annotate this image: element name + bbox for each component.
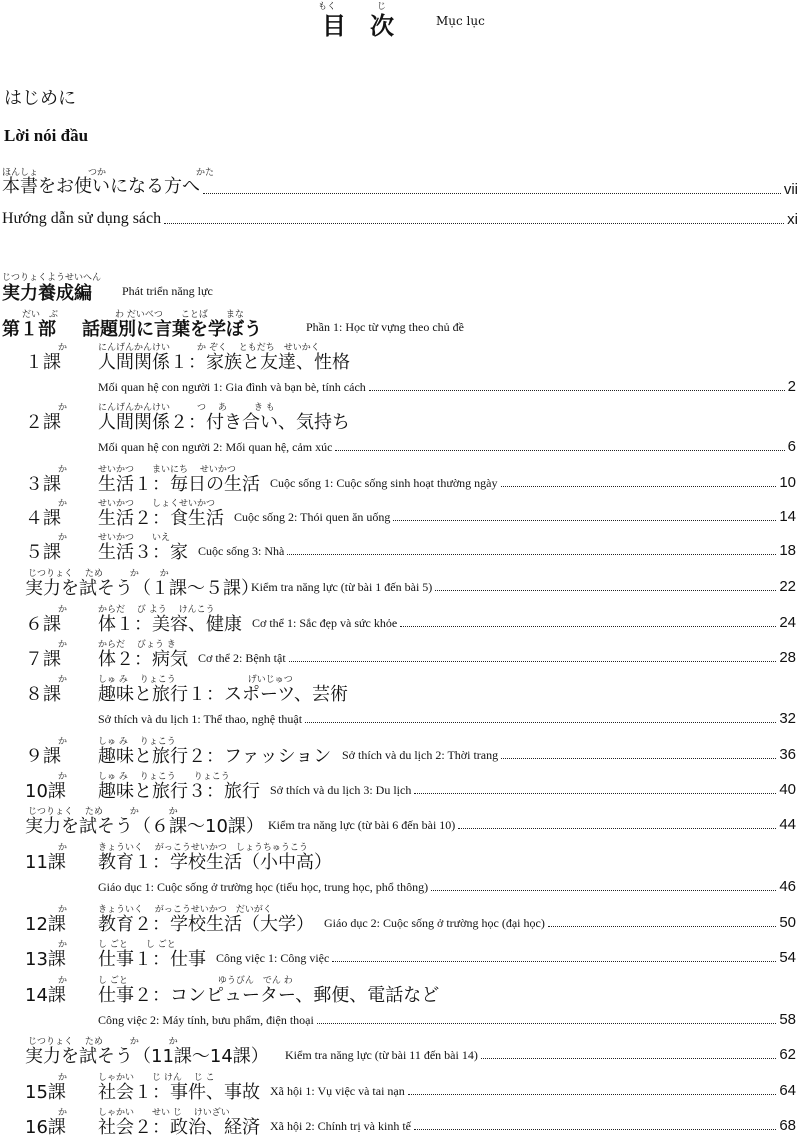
lesson-title-vi: Xã hội 2: Chính trị và kinh tế (270, 1119, 411, 1133)
guide-furigana-2: つか (88, 168, 107, 178)
toc-entry-lesson[interactable] (324, 914, 796, 931)
leader-dots (164, 222, 784, 224)
lesson-title-vi: Cuộc sống 2: Thói quen ăn uống (234, 510, 391, 524)
lesson-title-furigana: からだ び よう けんこう (98, 605, 215, 615)
toc-entry-lesson[interactable] (98, 438, 796, 455)
lesson-title-furigana: にんげんかんけい か ぞく ともだち せいかく (98, 343, 320, 353)
lesson-title-vi: Mối quan hệ con người 1: Gia đình và bạn bè, tính cách (98, 380, 366, 394)
lesson-title-vi: Cuộc sống 1: Cuộc sống sinh hoạt thường ngày (270, 476, 498, 490)
lesson-number-furigana: か (58, 343, 68, 353)
page-number: 50 (779, 914, 796, 931)
toc-entry-label: 本書をお使いになる方へ (2, 176, 200, 197)
lesson-title-furigana: しゃかい じ けん じ こ (98, 1073, 215, 1083)
lesson-title: 生活１：毎日の生活 (98, 474, 260, 495)
lesson-title-vi: Cơ thể 2: Bệnh tật (198, 651, 286, 665)
lesson-number: ６課 (25, 614, 61, 635)
lesson-number-furigana: か (58, 605, 68, 615)
lesson-title-vi: Mối quan hệ con người 2: Mối quan hệ, cảm xúc (98, 440, 333, 454)
lesson-title: 趣味と旅行２：ファッション (98, 746, 332, 767)
lesson-number: ２課 (25, 412, 61, 433)
lesson-title-furigana: にんげんかんけい つ あ き も (98, 403, 275, 413)
toc-entry-lesson[interactable] (270, 781, 796, 798)
lesson-number: 16課 (25, 1117, 66, 1138)
lesson-number-furigana: じつりょく ため か か (28, 807, 178, 817)
lesson-title: 人間関係２：付き合い、気持ち (98, 412, 350, 433)
review-test-title: 実力を試そう（６課〜10課） (25, 816, 264, 837)
lesson-number-furigana: か (58, 640, 68, 650)
page-number: 44 (779, 816, 796, 833)
page-number: 62 (779, 1046, 796, 1063)
leader-dots (408, 1093, 777, 1095)
leader-dots (332, 960, 776, 962)
leader-dots (501, 757, 776, 759)
leader-dots (289, 660, 777, 662)
page-number: 58 (779, 1011, 796, 1028)
lesson-title: 仕事２：コンピューター、郵便、電話など (98, 985, 440, 1006)
toc-entry-lesson[interactable] (285, 1046, 796, 1063)
leader-dots (393, 519, 776, 521)
page-number: 32 (779, 710, 796, 727)
lesson-title-furigana: し ごと し ごと (98, 940, 176, 950)
lesson-title-furigana: せいかつ しょくせいかつ (98, 499, 216, 509)
toc-entry-lesson[interactable] (198, 542, 796, 559)
lesson-number: ９課 (25, 746, 61, 767)
lesson-title-furigana: からだ びょう き (98, 640, 176, 650)
page-number: vii (783, 181, 798, 198)
section-title-vi: Phát triển năng lực (122, 284, 213, 298)
lesson-title: 教育１：学校生活（小中高） (98, 852, 332, 873)
lesson-number-furigana: か (58, 940, 68, 950)
leader-dots (435, 589, 776, 591)
leader-dots (501, 485, 777, 487)
lesson-title-vi: Sở thích và du lịch 2: Thời trang (342, 748, 499, 762)
page-number: 14 (779, 508, 796, 525)
leader-dots (335, 449, 784, 451)
lesson-number-furigana: じつりょく ため か か (28, 1037, 178, 1047)
section-title: 実力養成編 (2, 283, 92, 304)
part-title: 話題別に言葉を学ぼう (82, 319, 262, 340)
lesson-number: ５課 (25, 542, 61, 563)
lesson-title-furigana: しゃかい せい じ けいざい (98, 1108, 230, 1118)
lesson-number-furigana: か (58, 403, 68, 413)
lesson-title: 体２：病気 (98, 649, 188, 670)
lesson-title-vi: Xã hội 1: Vụ việc và tai nạn (270, 1084, 405, 1098)
lesson-number: 13課 (25, 949, 66, 970)
part-title-vi: Phần 1: Học từ vựng theo chủ đề (306, 320, 464, 334)
lesson-number-furigana: か (58, 1108, 68, 1118)
lesson-number: ４課 (25, 508, 61, 529)
toc-entry-lesson[interactable] (270, 1082, 796, 1099)
lesson-title: 仕事１：仕事 (98, 949, 206, 970)
lesson-number-furigana: か (58, 465, 68, 475)
leader-dots (481, 1057, 776, 1059)
lesson-number-furigana: か (58, 533, 68, 543)
lesson-title-vi: Sở thích và du lịch 3: Du lịch (270, 783, 412, 797)
lesson-number: １課 (25, 352, 61, 373)
lesson-number: 10課 (25, 781, 66, 802)
page-number: 22 (779, 578, 796, 595)
lesson-number-furigana: か (58, 675, 68, 685)
lesson-title-vi: Kiểm tra năng lực (từ bài 11 đến bài 14) (285, 1048, 478, 1062)
page-number: 46 (779, 878, 796, 895)
page-number: 18 (779, 542, 796, 559)
lesson-title-furigana: しゅ み りょこう りょこう (98, 772, 230, 782)
page-number: 54 (779, 949, 796, 966)
leader-dots (317, 1022, 777, 1024)
lesson-number-furigana: じつりょく ため か か (28, 569, 169, 579)
leader-dots (400, 625, 776, 627)
page-number: xi (787, 211, 798, 228)
toc-entry-guide-jp[interactable] (2, 172, 798, 198)
lesson-number-furigana: か (58, 499, 68, 509)
page-number: 28 (779, 649, 796, 666)
guide-furigana-3: かた (196, 168, 215, 178)
leader-dots (548, 925, 776, 927)
lesson-title-furigana: しゅ み りょこう (98, 737, 176, 747)
loi-noi-dau-heading: Lời nói đầu (4, 126, 89, 145)
review-test-title: 実力を試そう（１課〜５課） (25, 578, 259, 599)
lesson-number-furigana: か (58, 905, 68, 915)
leader-dots (203, 192, 781, 194)
toc-entry-lesson[interactable] (198, 649, 796, 666)
toc-entry-lesson[interactable] (216, 949, 796, 966)
lesson-title-furigana: せいかつ まいにち せいかつ (98, 465, 236, 475)
lesson-number-furigana: か (58, 1073, 68, 1083)
lesson-number: 11課 (25, 852, 66, 873)
page-title: 目 次 (322, 12, 394, 40)
guide-furigana-1: ほんしょ (2, 168, 39, 178)
lesson-number: 14課 (25, 985, 66, 1006)
toc-entry-lesson[interactable] (252, 614, 796, 631)
toc-entry-lesson[interactable] (270, 474, 796, 491)
lesson-title: 社会２：政治、経済 (98, 1117, 260, 1138)
toc-entry-lesson[interactable] (98, 710, 796, 727)
lesson-title-vi: Cuộc sống 3: Nhà (198, 544, 285, 558)
lesson-title: 社会１：事件、事故 (98, 1082, 260, 1103)
lesson-title-furigana: きょういく がっこうせいかつ しょうちゅうこう (98, 843, 308, 853)
page-number: 6 (787, 438, 796, 455)
page-number: 64 (779, 1082, 796, 1099)
lesson-title-vi: Cơ thể 1: Sắc đẹp và sức khỏe (252, 616, 398, 630)
lesson-number-furigana: か (58, 737, 68, 747)
page-number: 40 (779, 781, 796, 798)
part-label-furigana: だい ぶ (22, 310, 59, 320)
lesson-title-furigana: しゅ み りょこう げいじゅつ (98, 675, 293, 685)
title-furigana-2: じ (377, 2, 387, 12)
toc-entry-label: Hướng dẫn sử dụng sách (2, 210, 162, 227)
leader-dots (431, 889, 776, 891)
lesson-number: 15課 (25, 1082, 66, 1103)
lesson-title-vi: Kiểm tra năng lực (từ bài 1 đến bài 5) (251, 580, 433, 594)
lesson-number: ７課 (25, 649, 61, 670)
toc-entry-lesson[interactable] (251, 578, 796, 595)
title-furigana-1: もく (318, 2, 337, 12)
toc-entry-lesson[interactable] (98, 878, 796, 895)
leader-dots (369, 389, 785, 391)
lesson-title-furigana: し ごと ゆうびん でん わ (98, 976, 293, 986)
hajimeni-heading: はじめに (4, 88, 76, 109)
lesson-title: 生活３：家 (98, 542, 188, 563)
lesson-number-furigana: か (58, 772, 68, 782)
lesson-title: 趣味と旅行３：旅行 (98, 781, 260, 802)
review-test-title: 実力を試そう（11課〜14課） (25, 1046, 269, 1067)
toc-entry-guide-vi[interactable] (2, 210, 798, 228)
lesson-title-vi: Công việc 1: Công việc (216, 951, 330, 965)
toc-entry-lesson[interactable] (234, 508, 796, 525)
page-number: 10 (779, 474, 796, 491)
lesson-number-furigana: か (58, 843, 68, 853)
leader-dots (305, 721, 776, 723)
page-number: 2 (787, 378, 796, 395)
part-label: 第１部 (2, 319, 56, 340)
lesson-title: 教育２：学校生活（大学） (98, 914, 314, 935)
lesson-title-vi: Công việc 2: Máy tính, bưu phẩm, điện thoại (98, 1013, 314, 1027)
lesson-number: ３課 (25, 474, 61, 495)
lesson-number: 12課 (25, 914, 66, 935)
lesson-title-vi: Sở thích và du lịch 1: Thể thao, nghệ thuật (98, 712, 303, 726)
lesson-title-vi: Kiểm tra năng lực (từ bài 6 đến bài 10) (268, 818, 456, 832)
lesson-title: 生活２：食生活 (98, 508, 224, 529)
lesson-title-furigana: せいかつ いえ (98, 533, 171, 543)
toc-entry-lesson[interactable] (270, 1117, 796, 1134)
toc-entry-lesson[interactable] (342, 746, 796, 763)
part-title-furigana: わ だいべつ ことば まな (115, 310, 244, 320)
toc-entry-lesson[interactable] (98, 1011, 796, 1028)
leader-dots (287, 553, 776, 555)
leader-dots (458, 827, 776, 829)
lesson-title: 人間関係１：家族と友達、性格 (98, 352, 350, 373)
page-title-vi: Mục lục (436, 14, 485, 28)
lesson-title-vi: Giáo dục 1: Cuộc sống ở trường học (tiểu học, trung học, phổ thông) (98, 880, 429, 894)
lesson-title: 趣味と旅行１：スポーツ、芸術 (98, 684, 349, 705)
toc-entry-lesson[interactable] (268, 816, 796, 833)
lesson-title-vi: Giáo dục 2: Cuộc sống ở trường học (đại học) (324, 916, 545, 930)
lesson-number-furigana: か (58, 976, 68, 986)
lesson-title-furigana: きょういく がっこうせいかつ だいがく (98, 905, 272, 915)
page-number: 36 (779, 746, 796, 763)
page-number: 24 (779, 614, 796, 631)
section-furigana: じつりょくようせいへん (2, 273, 102, 283)
lesson-number: ８課 (25, 684, 61, 705)
page-number: 68 (779, 1117, 796, 1134)
lesson-title: 体１：美容、健康 (98, 614, 242, 635)
toc-entry-lesson[interactable] (98, 378, 796, 395)
leader-dots (414, 792, 776, 794)
leader-dots (414, 1128, 776, 1130)
